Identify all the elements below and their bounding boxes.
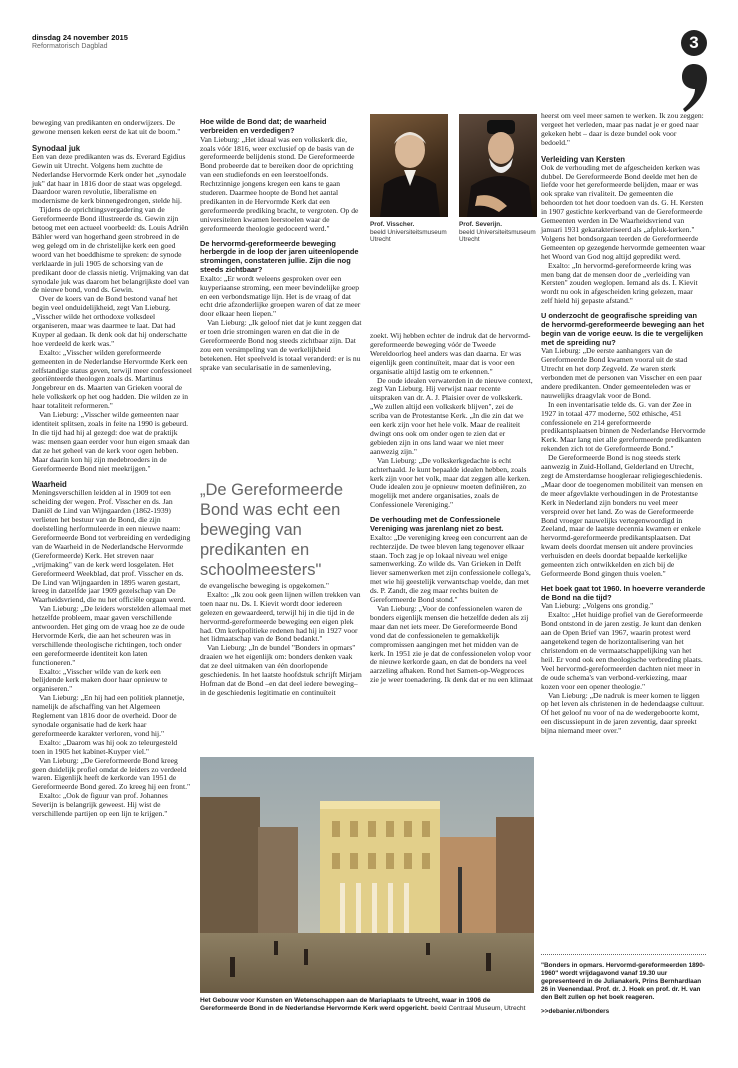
paragraph: Van Lieburg: „Volgens ons grondig." [541, 601, 654, 611]
paragraph: Exalto: „Het huidige profiel van de Gereformeerde Bond ontstond in de jaren zestig. Je kunt dan denken aan de Open Brief van 1967, waarin protest werd aangetekend tegen de horizontalisering van het christendom en de vermaatschappelijking van het heil. Er vond ook een theologische verbreding plaats. Veel hervormd-gereformeerden dachten niet meer in de oude schema's van verbond-verkiezing, maar kozen voor een opener theologie." [541, 610, 703, 691]
pull-quote: „De Gereformeerde Bond was echt een beweging van predikanten en schoolmeesters" [200, 481, 344, 579]
paragraph: Exalto: „Ik zou ook geen lijnen willen trekken van toen naar nu. Ds. I. Kievit wordt door iedereen gelezen en gewaardeerd, terwijl hij in die tijd in de hervormd-gereformeerde beweging een eigen plek had. Om kerkpolitieke redenen had hij in 1927 voor het lidmaatschap van de Bond bedankt." [200, 589, 361, 644]
portrait-caption-severijn [459, 221, 543, 244]
interview-question: De verhouding met de Confessionele Vereniging was jarenlang niet zo best. [370, 515, 504, 533]
interview-question: Het boek gaat tot 1960. In hoeverre veranderde de Bond na die tijd? [541, 583, 706, 602]
paragraph: Exalto: „Visscher wilde van de kerk een belijdende kerk maken door haar opnieuw te organiseren." [32, 666, 168, 694]
caption-text: Het Gebouw voor Kunsten en Wetenschappen aan de Mariaplaats te Utrecht, waar in 1906 de Gereformeerde Bond in de Nederlandse Hervormde Kerk werd opgericht. [200, 997, 491, 1013]
caption-credit: beeld Universiteitsmuseum Utrecht [370, 228, 447, 244]
paragraph: Tijdens de oprichtingsvergadering van de Gereformeerde Bond illustreerde ds. Gewin zijn betoog met een actueel voorbeeld: ds. Louis Adriën Bähler werd van hogerhand geen strobreed in de weg gelegd om in de christelijke kerk een goed woord van het boeddhisme te spreken: de synode verklaarde in juli 1905 de schorsing van de predikant door de classis nietig. Vrijmaking van dat synodale juk was daarom het belangrijkste doel van de nieuwe bond, vond ds. Gewin. [32, 205, 190, 295]
interview-question: U onderzocht de geografische spreiding van de hervormd-gereformeerde beweging aan het begin van de vorige eeuw. Is die te vergelijken met de spreiding nu? [541, 311, 705, 347]
paragraph: Van Lieburg: „De eerste aanhangers van de Gereformeerde Bond kwamen vooral uit de stad Utrecht en het dorp Zegveld. Ze waren sterk verbonden met de personen van Visscher en een paar andere predikanten. Onder gemeenteleden was er nauwelijks draagvlak voor de Bond. [541, 346, 702, 400]
article-column-1 [32, 119, 192, 819]
newspaper-name: Reformatorisch Dagblad [32, 43, 108, 50]
article-column-3 [370, 332, 533, 685]
infobox-link[interactable]: >>debanier.nl/bonders [541, 1008, 610, 1016]
paragraph: Van Lieburg: „In de bundel "Bonders in opmars" draaien we het eigenlijk om: bonders denken vaak dat ze deel uitmaken van één doorlopende geschiedenis. In het laatste hoofdstuk schrijft Mirjam Hofman dat de Bond –en dat deel iedere beweging– in de geschiedenis legitimatie en continuïteit [200, 643, 362, 697]
portrait-caption-visscher [370, 221, 454, 244]
paragraph: De Gereformeerde Bond is nog steeds sterk aanwezig in Zuid-Holland, Gelderland en Utrecht, zegt de Amsterdamse hoogleraar religiegeschiedenis. „Maar door de toegenomen mobiliteit van mensen en de meer afgevlakte verhoudingen in de Protestantse Kerk in Nederland zijn bonders nu veel meer verspreid over het land. Zo was de Gereformeerde Bond vroeger nauwelijks vertegenwoordigd in Zeeland, maar de laatste decennia kwamen er enkele hervormd-gereformeerde predikantsplaatsen. Dat kwam deels doordat mensen uit andere provincies verhuisden en deels doordat bepaalde kerkelijke gemeenten zich ontwikkelden en zich bij de Geformeerde Bond gingen thuis voelen." [541, 453, 703, 578]
issue-date: dinsdag 24 november 2015 [32, 33, 128, 42]
caption-name: Prof. Severijn. [459, 221, 502, 228]
caption-credit: beeld Universiteitsmuseum Utrecht [459, 228, 536, 244]
paragraph: Exalto: „Daarom was hij ook zo teleurgesteld toen in 1905 het kabinet-Kuyper viel." [32, 737, 178, 756]
paragraph: heerst om veel meer samen te werken. Ik zou zeggen: vergeet het verleden, maar pas nadat je er goed naar gekeken hebt – daar is deze bundel ook voor bedoeld." [541, 111, 704, 147]
painting-mariaplaats [200, 757, 534, 993]
paragraph: Exalto: „De vereniging kreeg een concurrent aan de rechterzijde. De twee bleven lang tegenover elkaar staan. Toch zag je op lokaal niveau wel enige samenwerking. Zo wilde ds. Van Grieken in Delft liever samenwerken met zijn confessionele collega's, met wie hij geestelijk verwantschap voelde, dan met ds. P. Zandt, die zeg maar rechts buiten de Gereformeerde Bond stond." [370, 532, 531, 605]
paragraph: beweging van predikanten en onderwijzers. De gewone mensen keken eerst de kat uit de boom." [32, 118, 181, 136]
paragraph: Van Lieburg: „De Gereformeerde Bond kreeg geen duidelijk profiel omdat de leiders zo verdeeld waren. Eigenlijk heeft de kerkorde van 1951 de Gereformeerde Bond gered. Zo kreeg hij een front." [32, 755, 191, 792]
paragraph: Exalto: „In hervormd-gereformeerde kring was men bang dat de mensen door de „verleiding van Kersten" zouden weglopen. Iemand als ds. I. Kievit wordt nu ook in afgescheiden kring gelezen, maar zelf hield hij gepaste afstand." [541, 260, 698, 306]
paragraph: Een van deze predikanten was ds. Everard Egidius Gewin uit Utrecht. Volgens hem zuchtte de Nederlandse Hervormde Kerk onder het „synodale juk" dat haar in 1816 door de staat was opgelegd. Daardoor waren revolutie, liberalisme en modernisme de kerk binnengedrongen, stelde hij. [32, 151, 187, 206]
portrait-severijn [459, 114, 537, 217]
paragraph: Van Lieburg: „Het ideaal was een volkskerk die, zoals vóór 1816, weer exclusief op de basis van de gereformeerde belijdenis stond. De Gereformeerde Bond probeerde dat te bereiken door de oprichting van een studiefonds en een leerstoelfonds. Rechtzinnige jongens kregen een kans te gaan studeren. Daarmee hoopte de Bond het aantal predikanten in de Hervormde Kerk dat een gereformeerde prediking bracht, te vergroten. Op de universiteiten kwamen leerstoelen waar de gereformeerde theologie gedoceerd werd." [200, 134, 359, 233]
infobox-text: "Bonders in opmars. Hervormd-gereformeerden 1890-1960" wordt vrijdagavond vanaf 19.30 uur gepresenteerd in de Julianakerk, Prins Bernhardlaan 26 in Veenendaal. Prof. dr. J. Hoek en prof. dr. H. van den Belt zullen op het boek reageren. [541, 962, 705, 1002]
painting-caption [200, 997, 534, 1014]
interview-question: De hervormd-gereformeerde beweging herbergde in de loop der jaren uiteenlopende stromingen, constateren jullie. Zijn die nog steeds zichtbaar? [200, 238, 359, 274]
paragraph: Van Lieburg: „De volkskerkgedachte is echt achterhaald. Je kunt bepaalde idealen hebben, zoals kerk zijn voor het volk, maar dat zeggen alle kerken. Oude idealen zou je opnieuw moeten definiëren, zo mogelijk met andere organisaties, zoals de Confessionele Vereniging." [370, 455, 531, 510]
paragraph: Ook de verhouding met de afgescheiden kerken was dubbel. De Gereformeerde Bond deelde met hen de liefde voor het gereformeerde belijden, maar er was ook sprake van rivaliteit. De gemeenten die behoorden tot het door toedoen van ds. G. H. Kersten in 1907 gestichte kerkverband van de Gereformeerde Gemeenten werden in De Waarheidsvriend van januari 1931 gekarakteriseerd als „afpluk-kerken." Volgens het bondsorgaan teerden de Gereformeerde Gemeenten op gezegende hervormde gemeenten waar het Woord van God nog altijd gepredikt werd. [541, 162, 706, 261]
book-infobox [541, 954, 706, 1017]
comma-mark-icon [681, 62, 707, 114]
paragraph: Van Lieburg: „En hij had een politiek plannetje, namelijk de afschaffing van het Algemeen Reglement van 1816 door de overheid. Door de synodale organisatie had de kerk haar gereformeerde karakter verloren, vond hij." [32, 693, 185, 738]
page-header [32, 33, 128, 50]
article-column-2 [200, 112, 362, 373]
article-column-2-continued [200, 582, 362, 698]
subheading: Waarheid [32, 480, 67, 490]
paragraph: Exalto: „Visscher wilden gereformeerde gemeenten in de Nederlandse Hervormde Kerk een zelfstandige status geven, terwijl meer confessioneel georiënteerde theologen zoals ds. Martinus Jongebreur en ds. Maarten van Grieken vooral de hele volkskerk op het oog hadden. Die wilden ze in haar totaliteit reformeren." [32, 347, 192, 411]
portrait-visscher [370, 114, 448, 217]
paragraph: Over de koers van de Bond bestond vanaf het begin veel onduidelijkheid, zegt Van Lieburg. „Visscher wilde het orthodoxe volksdeel organiseren, maar was daarmee te laat. Dat had Kuyper al gedaan. Ik denk ook dat hij onderschatte hoe verdeeld de kerk was." [32, 294, 187, 348]
article-column-4 [541, 112, 706, 736]
paragraph: Exalto: „Ook de figuur van prof. Johannes Severijn is belangrijk geweest. Hij wist de verschillende partijen op een lijn te krijgen." [32, 791, 168, 819]
paragraph: Van Lieburg: „Visscher wilde gemeenten naar identiteit splitsen, zoals in feite na 1990 is gebeurd. In die tijd had hij al gezegd: doe wat de praktijk was: mensen gaan eerder voor hun eigen smaak dan dat ze het geheel van de kerk voor ogen hebben. Maar daarin kon hij zijn medebroeders in de Gereformeerde Bond niet meekrijgen." [32, 410, 190, 473]
paragraph: In een inventarisatie telde ds. G. van der Zee in 1927 in totaal 477 moderne, 502 ethische, 451 confessionele en 214 gereformeerde predikantsplaatsen binnen de Nederlandse Hervormde Kerk. Maar lang niet alle gereformeerde predikanten rekenden zich tot de Gereformeerde Bond." [541, 399, 706, 454]
paragraph: de evangelische beweging is opgekomen." [200, 581, 329, 590]
paragraph: zoekt. Wij hebben echter de indruk dat de hervormd-gereformeerde beweging vóór de Tweede Wereldoorlog heel anders was dan daarna. Er was eigenlijk geen continuïteit, maar dat is voor een organisatie altijd lastig om te erkennen." [370, 331, 531, 376]
paragraph: Exalto: „Er wordt weleens gesproken over een kuyperiaanse stroming, een meer bevindelijke groep en een verbondsmatige lijn. Het is de vraag of dat echt drie afzonderlijke groepen waren of dat ze meer door elkaar heen liepen." [200, 273, 361, 319]
subheading: Synodaal juk [32, 143, 81, 153]
caption-credit: beeld Centraal Museum, Utrecht [430, 1005, 526, 1013]
interview-question: Hoe wilde de Bond dat; de waarheid verbreiden en verdedigen? [200, 117, 327, 135]
page-number-badge: 3 [681, 30, 707, 56]
paragraph: Van Lieburg: „Ik geloof niet dat je kunt zeggen dat er toen drie stromingen waren en dat die in de Gereformeerde Bond nog steeds zichtbaar zijn. Dat zou een versimpeling van de werkelijkheid betekenen. Het speelveld is totaal veranderd: er is nu sprake van secularisatie in de samenleving, [200, 318, 362, 372]
paragraph: De oude idealen verwaterden in de nieuwe context, zegt Van Lieburg. Hij verwijst naar recente uitspraken van dr. A. J. Plaisier over de volkskerk. „We zullen altijd een volkskerk blijven", zei de scriba van de Protestantse Kerk. „In die zin dat we een kerk zijn voor het hele volk. Maar de realiteit dwingt ons ook om onder ogen te zien dat er gebieden zijn in ons land waar we niet meer aanwezig zijn." [370, 375, 533, 456]
paragraph: Van Lieburg: „De nadruk is meer komen te liggen op het leven als christenen in de hedendaagse cultuur. Of het geloof nu voor of na de wedergeboorte komt, een discussiepunt in de jaren zeventig, daar spreekt bijna niemand meer over." [541, 690, 704, 736]
paragraph: Meningsverschillen leidden al in 1909 tot een scheiding der wegen. Prof. Visscher en ds. Jan Daniël de Lind van Wijngaarden (1862-1939) verlieten het bestuur van de Bond, die zijn doelstelling herformuleerde in een nieuwe naam: Gereformeerde Bond tot verbreiding en verdediging van de Waarheid in de Nederlandsche Hervormde (Gereformeerde) Kerk. Het streven naar „vrijmaking" van de kerk werd losgelaten. Het Gereformeerd Weekblad, dat prof. Visscher en ds. De Lind van Wijngaarden in 1895 waren gestart, kreeg in datzelfde jaar 1909 gezelschap van De Waarheidsvriend, die nu het officiële orgaan werd. [32, 488, 191, 605]
paragraph: Van Lieburg: „De leiders worstelden allemaal met hetzelfde probleem, maar gaven verschillende antwoorden. Het ging om de vraag hoe ze de oude Hervormde Kerk, die aan het scheuren was in verschillende theologische richtingen, toch onder een gereformeerde identiteit kon laten functioneren." [32, 604, 192, 667]
subheading: Verleiding van Kersten [541, 154, 626, 164]
caption-name: Prof. Visscher. [370, 221, 415, 228]
paragraph: Van Lieburg: „Voor de confessionelen waren de bonders eigenlijk mensen die hetzelfde deden als zij maar dan net iets meer. De Gereformeerde Bond vond dat de confessionelen te gemakkelijk compromissen aangingen met het midden van de kerk. In 1951 zie je dat de confessionelen volop voor de nieuwe kerkorde gaan, en dat de bonders na veel aarzeling afhaken. Rond het Samen-op-Wegproces zie je weer toenadering. Ik denk dat er nu een klimaat [370, 603, 533, 685]
